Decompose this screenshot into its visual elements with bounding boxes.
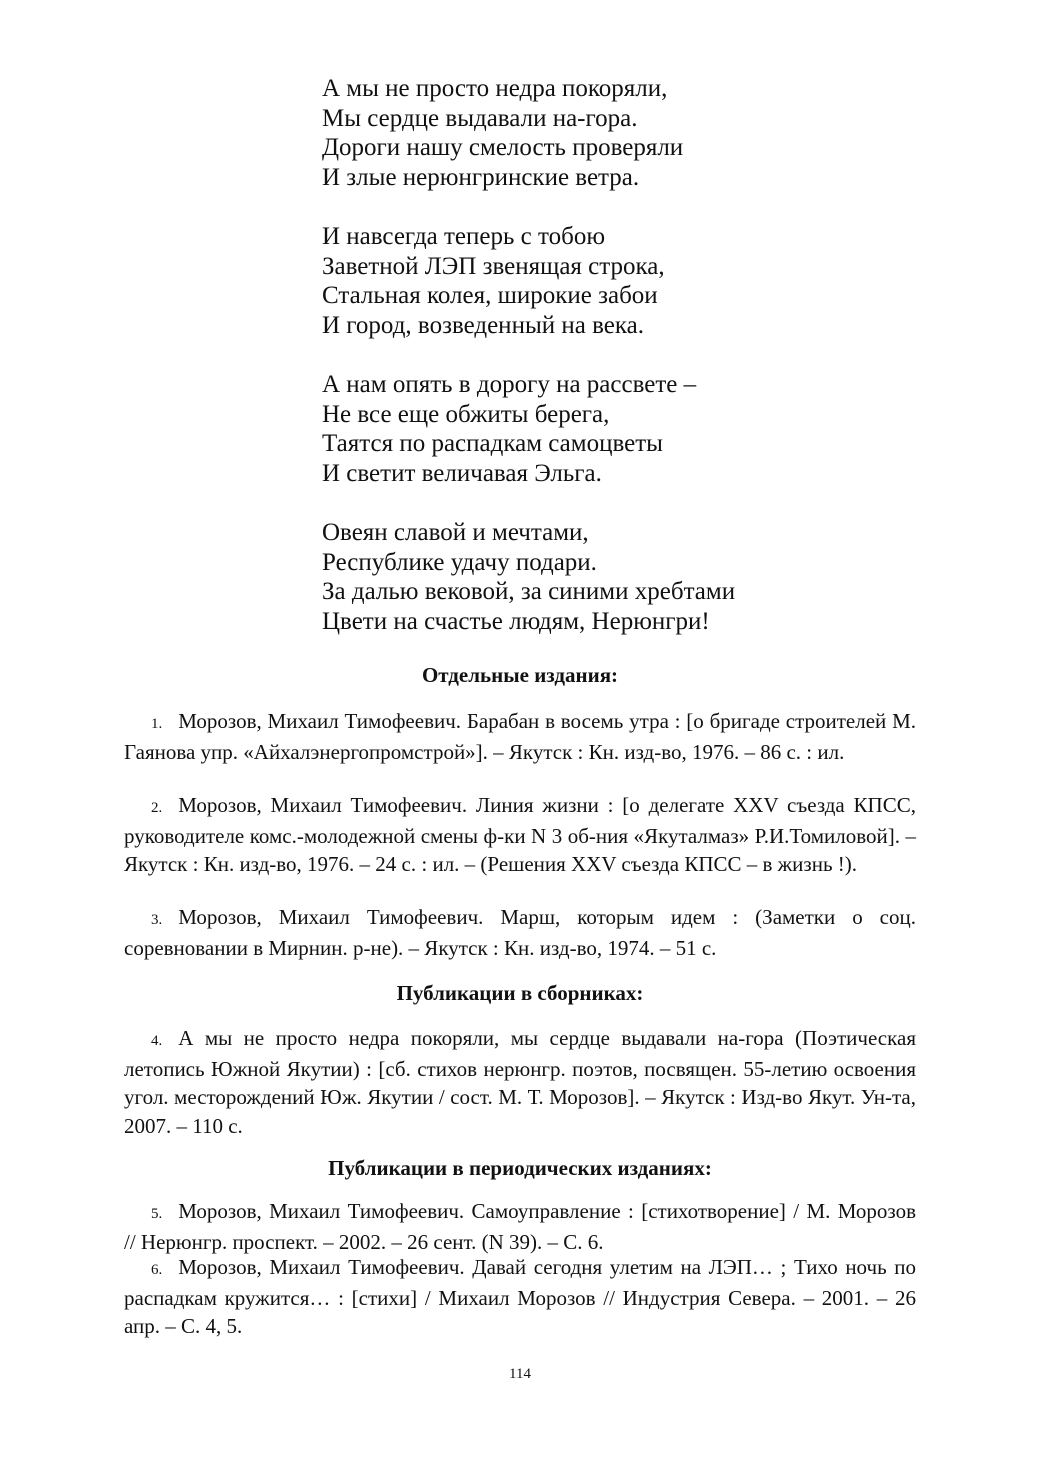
bibliography-entry-5	[124, 1197, 916, 1256]
poem-stanza-4	[322, 518, 942, 636]
entry-text: Морозов, Михаил Тимофеевич. Давай сегодня улетим на ЛЭП… ; Тихо ночь по распадкам кружится… : [стихи] / Михаил Морозов // Индустрия Севера. – 2001. – 26 апр. – С. 4, 5.	[124, 1255, 916, 1339]
poem-line: Стальная колея, широкие забои	[322, 282, 658, 309]
entry-number: 4.	[151, 1033, 163, 1049]
section-title-collections: Публикации в сборниках:	[396, 981, 644, 1005]
page-number: 114	[509, 1366, 531, 1382]
poem-line: Республике удачу подари.	[322, 548, 597, 576]
poem-line: Заветной ЛЭП звенящая строка,	[322, 252, 665, 280]
entry-text: Морозов, Михаил Тимофеевич. Марш, которым идем : (Заметки о соц. соревновании в Мирнин. р-не). – Якутск : Кн. изд-во, 1974. – 51 с.	[124, 905, 916, 961]
entry-number: 3.	[151, 912, 163, 928]
poem-line: Мы сердце выдавали на-гора.	[322, 104, 638, 132]
section-title-separate-editions: Отдельные издания:	[421, 663, 619, 687]
poem-line: И навсегда теперь с тобою	[322, 223, 605, 250]
bibliography-entry-1	[124, 707, 916, 766]
entry-number: 6.	[151, 1262, 163, 1278]
entry-number: 2.	[151, 800, 163, 816]
bibliography-entry-3	[124, 903, 916, 962]
poem-line: И город, возведенный на века.	[322, 311, 644, 339]
poem-line: И светит величавая Эльга.	[322, 459, 602, 487]
poem-stanza-2	[322, 222, 942, 340]
bibliography-entry-2	[124, 791, 916, 879]
poem	[322, 74, 942, 636]
entry-number: 5.	[151, 1206, 163, 1222]
bibliography-entry-6	[124, 1253, 916, 1341]
entry-text: Морозов, Михаил Тимофеевич. Барабан в восемь утра : [о бригаде строителей М. Гаянова упр. «Айхалэнергопромстрой»]. – Якутск : Кн. изд-во, 1976. – 86 с. : ил.	[124, 709, 916, 765]
poem-stanza-1	[322, 74, 942, 192]
entry-text: Морозов, Михаил Тимофеевич. Самоуправление : [стихотворение] / М. Морозов // Нерюнгр. проспект. – 2002. – 26 сент. (N 39). – С. 6.	[124, 1199, 916, 1255]
entry-text: Морозов, Михаил Тимофеевич. Линия жизни : [о делегате XXV съезда КПСС, руководителе комс.-молодежной смены ф-ки N 3 об-ния «Якуталмаз» Р.И.Томиловой]. – Якутск : Кн. изд-во, 1976. – 24 с. : ил. – (Решения XXV съезда КПСС – в жизнь !).	[124, 793, 916, 877]
poem-stanza-3	[322, 370, 942, 488]
poem-line: Таятся по распадкам самоцветы	[322, 430, 663, 457]
poem-line: Цвети на счастье людям, Нерюнгри!	[322, 607, 710, 635]
poem-line: Дороги нашу смелость проверяли	[322, 134, 684, 161]
entry-number: 1.	[151, 716, 163, 732]
entry-text: А мы не просто недра покоряли, мы сердце выдавали на-гора (Поэтическая летопись Южной Якутии) : [сб. стихов нерюнгр. поэтов, посвящен. 55-летию освоения угол. месторождений Юж. Якутии / сост. М. Т. Морозов]. – Якутск : Изд-во Якут. Ун-та, 2007. – 110 с.	[124, 1026, 916, 1138]
poem-line: А нам опять в дорогу на рассвете –	[322, 371, 697, 398]
section-title-periodicals: Публикации в периодических изданиях:	[328, 1156, 712, 1180]
poem-line: Овеян славой и мечтами,	[322, 519, 589, 546]
poem-line: И злые нерюнгринские ветра.	[322, 163, 640, 191]
poem-line: Не все еще обжиты берега,	[322, 400, 610, 428]
poem-line: А мы не просто недра покоряли,	[322, 75, 668, 102]
bibliography-entry-4	[124, 1024, 916, 1140]
poem-line: За далью вековой, за синими хребтами	[322, 578, 736, 605]
